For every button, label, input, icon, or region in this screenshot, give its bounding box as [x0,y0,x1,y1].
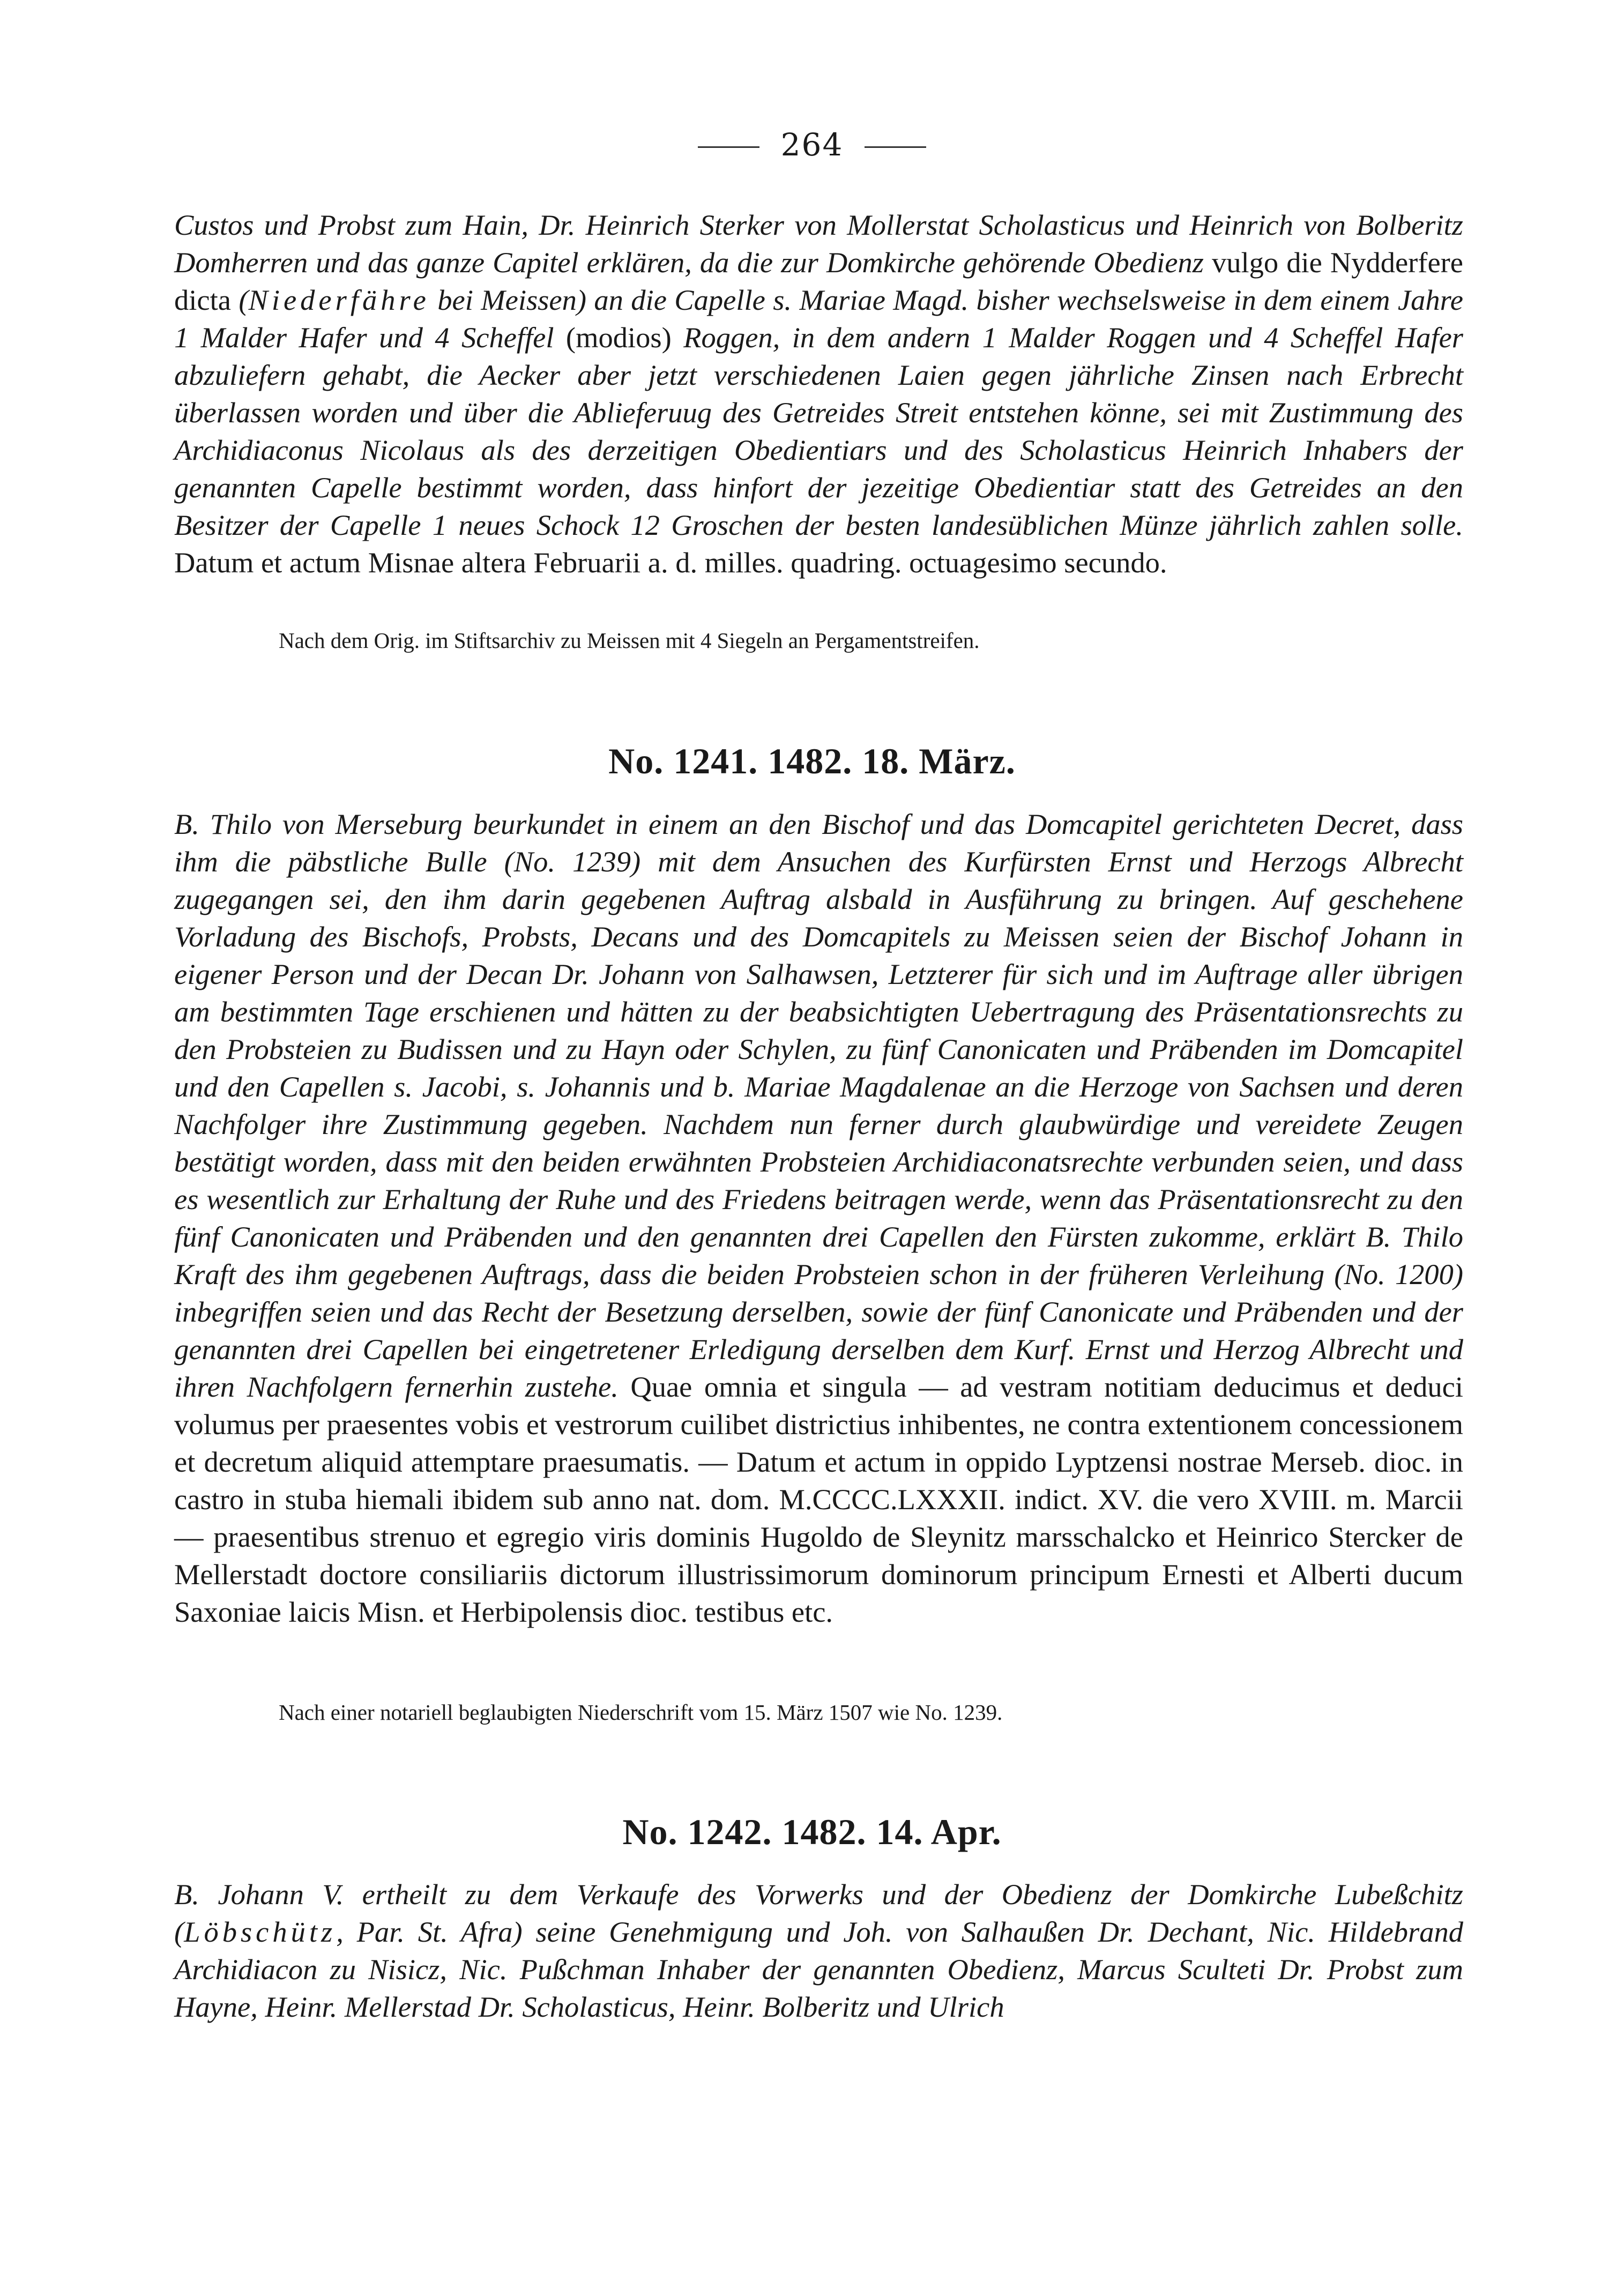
document-1240-text [174,206,1463,581]
document-heading-1241: No. 1241. 1482. 18. März. [608,741,1016,781]
text-italic: , Par. St. Afra) seine Genehmigung und Joh. von Salhaußen Dr. Dechant, Nic. Hildebrand Archidiacon zu Nisicz, Nic. Pußchman Inhaber der genannten Obedienz, Marcus Sculteti Dr. Probst zum Hayne, Heinr. Mellerstad Dr. Scholasticus, Heinr. Bolberitz und Ulrich [174,1915,1463,2023]
document-1242-text [174,1876,1463,2026]
text-roman: Datum et actum Misnae altera Februarii a. d. milles. quadring. octuagesimo secundo. [174,546,1167,579]
text-roman: (modios) [554,321,684,354]
text-roman: Quae omnia et singula — ad vestram notitiam deducimus et deduci volumus per praesentes vobis et vestrorum cuilibet districtius inhibentes, ne contra extentionem concessionem et decretum aliquid attemptare praesumatis. — Datum et actum in oppido Lyptzensi nostrae Merseb. dioc. in castro in stuba hiemali ibidem sub anno nat. dom. M.CCCC.LXXXII. indict. XV. die vero XVIII. m. Marcii — praesentibus strenuo et egregio viris dominis Hugoldo de Sleynitz marsschalcko et Heinrico Stercker de Mellerstadt doctore consiliariis dictorum illustrissimorum dominorum principum Ernesti et Alberti ducum Saxoniae laicis Misn. et Herbipolensis dioc. testibus etc. [174,1370,1463,1628]
text-roman: vulgo die Nydderfere dicta [174,246,1463,316]
document-heading-1242: No. 1242. 1482. 14. Apr. [622,1811,1002,1852]
page-header [0,126,1624,163]
source-note-1241: Nach einer notariell beglaubigten Niederschrift vom 15. März 1507 wie No. 1239. [279,1700,1003,1725]
text-italic: ( [239,284,249,316]
text-spaced: Niederfähre [248,284,430,316]
text-italic: bei Meissen) an die Capelle s. Mariae Magd. bisher wechselsweise in dem einem Jahre 1 Malder Hafer und 4 Scheffel [174,284,1463,354]
text-italic: Roggen, in dem andern 1 Malder Roggen und 4 Scheffel Hafer abzuliefern gehabt, die Aecker aber jetzt verschiedenen Laien gegen jährliche Zinsen nach Erbrecht überlassen worden und über die Ablieferuug des Getreides Streit entstehen könne, sei mit Zustimmung des Archidiaconus Nicolaus als des derzeitigen Obedientiars und des Scholasticus Heinrich Inhabers der genannten Capelle bestimmt worden, dass hinfort der jezeitige Obedientiar statt des Getreides an den Besitzer der Capelle 1 neues Schock 12 Groschen der besten landesüblichen Münze jährlich zahlen solle. [174,321,1463,541]
text-italic: Custos und Probst zum Hain, Dr. Heinrich Sterker von Mollerstat Scholasticus und Heinrich von Bolberitz Domherren und das ganze Capitel erklären, da die zur Domkirche gehörende Obedienz [174,208,1463,279]
document-1241-text [174,805,1463,1631]
header-rule-left [698,146,759,148]
header-rule-right [865,146,926,148]
text-spaced: Löbschütz [184,1915,337,1948]
text-italic: B. Johann V. ertheilt zu dem Verkaufe des Vorwerks und der Obedienz der Domkirche Lubeßchitz ( [174,1878,1463,1948]
text-italic: B. Thilo von Merseburg beurkundet in einem an den Bischof und das Domcapitel gerichteten Decret, dass ihm die päbstliche Bulle (No. 1239) mit dem Ansuchen des Kurfürsten Ernst und Herzogs Albrecht zugegangen sei, den ihm darin gegebenen Auftrag alsbald in Ausführung zu bringen. Auf geschehene Vorladung des Bischofs, Probsts, Decans und des Domcapitels zu Meissen seien der Bischof Johann in eigener Person und der Decan Dr. Johann von Salhawsen, Letzterer für sich und im Auftrage aller übrigen am bestimmten Tage erschienen und hätten zu der beabsichtigten Uebertragung des Präsentationsrechts zu den Probsteien zu Budissen und zu Hayn oder Schylen, zu fünf Canonicaten und Präbenden im Domcapitel und den Capellen s. Jacobi, s. Johannis und b. Mariae Magdalenae an die Herzoge von Sachsen und deren Nachfolger ihre Zustimmung gegeben. Nachdem nun ferner durch glaubwürdige und vereidete Zeugen bestätigt worden, dass mit den beiden erwähnten Probsteien Archidiaconatsrechte verbunden seien, und dass es wesentlich zur Erhaltung der Ruhe und des Friedens beitragen werde, wenn das Präsentationsrecht zu den fünf Canonicaten und Präbenden und den genannten drei Capellen den Fürsten zukomme, erklärt B. Thilo Kraft des ihm gegebenen Auftrags, dass die beiden Probsteien schon in der früheren Verleihung (No. 1200) inbegriffen seien und das Recht der Besetzung derselben, sowie der fünf Canonicate und Präbenden und der genannten drei Capellen bei eingetretener Erledigung derselben dem Kurf. Ernst und Herzog Albrecht und ihren Nachfolgern fernerhin zustehe. [174,808,1463,1403]
page-number: 264 [780,126,844,163]
source-note-1240: Nach dem Orig. im Stiftsarchiv zu Meissen mit 4 Siegeln an Pergamentstreifen. [279,628,980,653]
